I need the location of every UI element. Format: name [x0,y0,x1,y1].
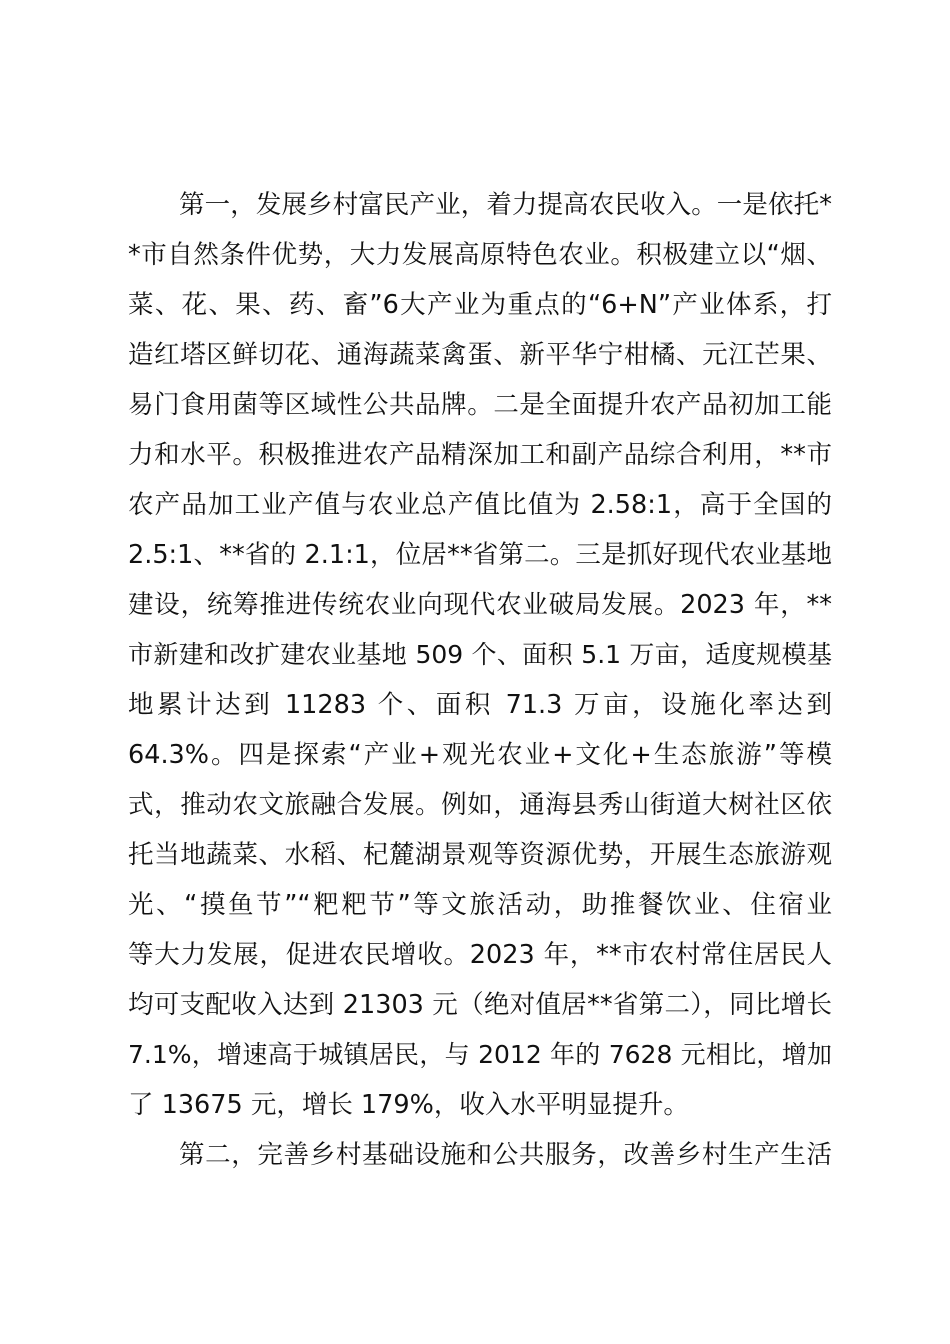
paragraph-1-line-6: 力和水平。积极推进农产品精深加工和副产品综合利用，**市 [128,440,832,470]
paragraph-1-line-1: 第一，发展乡村富民产业，着力提高农民收入。一是依托* [179,190,832,220]
paragraph-1-line-10: 市新建和改扩建农业基地 509 个、面积 5.1 万亩，适度规模基 [128,640,832,669]
paragraph-1-line-2: *市自然条件优势，大力发展高原特色农业。积极建立以“烟、 [128,240,832,270]
paragraph-1-line-11: 地累计达到 11283 个、面积 71.3 万亩，设施化率达到 [128,690,832,720]
paragraph-1-line-17: 均可支配收入达到 21303 元（绝对值居**省第二），同比增长 [128,990,832,1020]
paragraph-1-line-5: 易门食用菌等区域性公共品牌。二是全面提升农产品初加工能 [128,390,832,420]
paragraph-1-line-12: 64.3%。四是探索“产业+观光农业+文化+生态旅游”等模 [128,740,832,770]
paragraph-1-line-15: 光、“摸鱼节”“粑粑节”等文旅活动，助推餐饮业、住宿业 [128,890,832,920]
paragraph-1-line-18: 7.1%，增速高于城镇居民，与 2012 年的 7628 元相比，增加 [128,1040,832,1069]
paragraph-1-line-9: 建设，统筹推进传统农业向现代农业破局发展。2023 年，** [128,590,832,620]
paragraph-1-line-14: 托当地蔬菜、水稻、杞麓湖景观等资源优势，开展生态旅游观 [128,840,832,870]
paragraph-2-line-1: 第二，完善乡村基础设施和公共服务，改善乡村生产生活 [179,1140,832,1170]
paragraph-1-line-7: 农产品加工业产值与农业总产值比值为 2.58:1，高于全国的 [128,490,832,520]
paragraph-1-line-4: 造红塔区鲜切花、通海蔬菜禽蛋、新平华宁柑橘、元江芒果、 [128,340,832,370]
paragraph-1-line-13: 式，推动农文旅融合发展。例如，通海县秀山街道大树社区依 [128,790,832,820]
paragraph-1-line-3: 菜、花、果、药、畜”6大产业为重点的“6+N”产业体系，打 [128,290,832,320]
paragraph-1-line-19: 了 13675 元，增长 179%，收入水平明显提升。 [128,1090,689,1120]
paragraph-1-line-16: 等大力发展，促进农民增收。2023 年，**市农村常住居民人 [128,940,832,970]
body-text [128,180,832,1180]
paragraph-1-line-8: 2.5:1、**省的 2.1:1，位居**省第二。三是抓好现代农业基地 [128,540,832,570]
